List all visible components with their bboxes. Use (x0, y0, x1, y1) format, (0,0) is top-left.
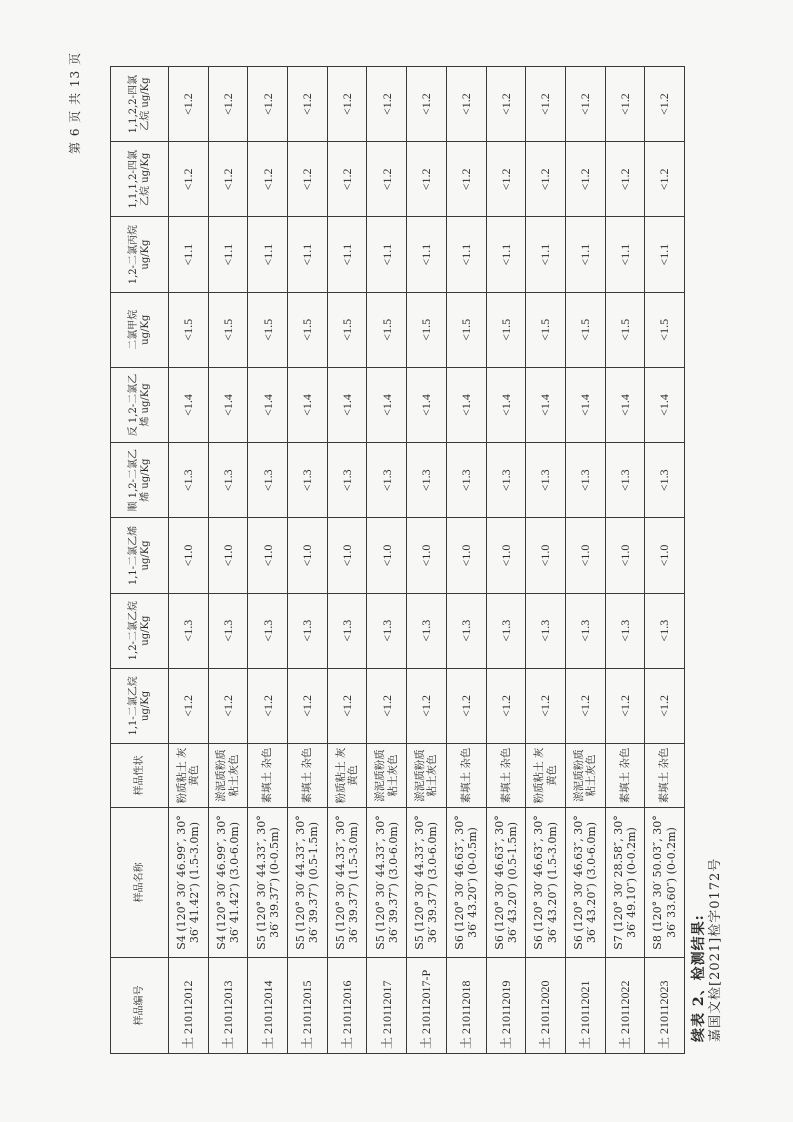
result-value-cell: <1.0 (327, 518, 367, 593)
results-table (110, 66, 685, 1054)
sample-id-cell: 土 210112013 (208, 958, 248, 1054)
result-value-cell: <1.0 (565, 518, 605, 593)
result-value-cell: <1.3 (288, 443, 328, 518)
result-value-cell: <1.3 (327, 593, 367, 668)
sample-id-cell: 土 210112017 (367, 958, 407, 1054)
result-value-cell: <1.5 (407, 292, 447, 367)
result-value-cell: <1.2 (565, 67, 605, 142)
sample-id-cell: 土 210112019 (486, 958, 526, 1054)
sample-id-cell: 土 210112020 (526, 958, 566, 1054)
result-value-cell: <1.2 (327, 67, 367, 142)
sample-name-cell: S8 (120° 30′ 50.03″, 30° 36′ 33.60″) (0-0.2m) (645, 808, 685, 958)
sample-trait-cell: 淤泥质粉质 粘土灰色 (208, 744, 248, 808)
result-value-cell: <1.4 (367, 367, 407, 442)
result-value-cell: <1.1 (327, 217, 367, 292)
result-value-cell: <1.2 (288, 67, 328, 142)
sample-trait-cell: 素填土 杂色 (288, 744, 328, 808)
result-value-cell: <1.2 (446, 142, 486, 217)
sample-name-cell: S5 (120° 30′ 44.33″, 30° 36′ 39.37″) (3.0-6.0m) (407, 808, 447, 958)
result-value-cell: <1.2 (248, 668, 288, 743)
sample-trait-cell: 淤泥质粉质 粘土灰色 (565, 744, 605, 808)
result-value-cell: <1.1 (446, 217, 486, 292)
sample-name-cell: S6 (120° 30′ 46.63″, 30° 36′ 43.20″) (1.5-3.0m) (526, 808, 566, 958)
sample-name-cell: S5 (120° 30′ 44.33″, 30° 36′ 39.37″) (0.5-1.5m) (288, 808, 328, 958)
result-value-cell: <1.3 (486, 593, 526, 668)
result-value-cell: <1.0 (407, 518, 447, 593)
result-value-cell: <1.3 (526, 593, 566, 668)
result-value-cell: <1.2 (645, 142, 685, 217)
result-value-cell: <1.3 (208, 593, 248, 668)
result-value-cell: <1.3 (327, 443, 367, 518)
sample-name-cell: S6 (120° 30′ 46.63″, 30° 36′ 43.20″) (0-0.5m) (446, 808, 486, 958)
result-value-cell: <1.2 (407, 142, 447, 217)
result-value-cell: <1.2 (486, 67, 526, 142)
table-row (645, 67, 685, 1054)
result-value-cell: <1.3 (446, 443, 486, 518)
table-row (446, 67, 486, 1054)
result-value-cell: <1.1 (605, 217, 645, 292)
result-value-cell: <1.3 (288, 593, 328, 668)
column-header: 1,1,1,2-四氯乙烷 ug/Kg (111, 142, 169, 217)
sample-trait-cell: 素填土 杂色 (248, 744, 288, 808)
result-value-cell: <1.2 (526, 142, 566, 217)
sample-id-cell: 土 210112016 (327, 958, 367, 1054)
sample-id-cell: 土 210112017-P (407, 958, 447, 1054)
result-value-cell: <1.5 (367, 292, 407, 367)
result-value-cell: <1.2 (446, 67, 486, 142)
sample-id-cell: 土 210112014 (248, 958, 288, 1054)
result-value-cell: <1.1 (407, 217, 447, 292)
table-caption: 续表 2、检测结果: (691, 914, 707, 1042)
result-value-cell: <1.2 (407, 668, 447, 743)
result-value-cell: <1.2 (288, 142, 328, 217)
sample-trait-cell: 粉质粘土 灰黄色 (169, 744, 209, 808)
result-value-cell: <1.3 (605, 443, 645, 518)
result-value-cell: <1.5 (645, 292, 685, 367)
result-value-cell: <1.4 (446, 367, 486, 442)
table-row (526, 67, 566, 1054)
result-value-cell: <1.2 (605, 668, 645, 743)
sample-name-cell: S5 (120° 30′ 44.33″, 30° 36′ 39.37″) (0-0.5m) (248, 808, 288, 958)
result-value-cell: <1.5 (486, 292, 526, 367)
column-header: 1,1-二氯乙烯 ug/Kg (111, 518, 169, 593)
result-value-cell: <1.2 (208, 142, 248, 217)
result-value-cell: <1.1 (169, 217, 209, 292)
sample-trait-cell: 淤泥质粉质 粘土灰色 (407, 744, 447, 808)
result-value-cell: <1.4 (288, 367, 328, 442)
sample-name-cell: S4 (120° 30′ 46.99″, 30° 36′ 41.42″) (3.0-6.0m) (208, 808, 248, 958)
result-value-cell: <1.0 (645, 518, 685, 593)
result-value-cell: <1.2 (486, 142, 526, 217)
result-value-cell: <1.3 (208, 443, 248, 518)
column-header: 1,2-二氯丙烷 ug/Kg (111, 217, 169, 292)
result-value-cell: <1.5 (526, 292, 566, 367)
result-value-cell: <1.4 (169, 367, 209, 442)
column-header: 二氯甲烷 ug/Kg (111, 292, 169, 367)
result-value-cell: <1.3 (645, 593, 685, 668)
result-value-cell: <1.0 (248, 518, 288, 593)
result-value-cell: <1.2 (446, 668, 486, 743)
sample-trait-cell: 素填土 杂色 (605, 744, 645, 808)
sample-trait-cell: 粉质粘土 灰黄色 (327, 744, 367, 808)
sample-name-cell: S7 (120° 30′ 28.58″, 30° 36′ 49.10″) (0-0.2m) (605, 808, 645, 958)
sample-id-cell: 土 210112015 (288, 958, 328, 1054)
result-value-cell: <1.2 (169, 142, 209, 217)
result-value-cell: <1.5 (169, 292, 209, 367)
result-value-cell: <1.0 (288, 518, 328, 593)
result-value-cell: <1.3 (565, 593, 605, 668)
sample-id-cell: 土 210112018 (446, 958, 486, 1054)
column-header: 样品名称 (111, 808, 169, 958)
result-value-cell: <1.2 (605, 142, 645, 217)
table-row (367, 67, 407, 1054)
result-value-cell: <1.2 (248, 142, 288, 217)
result-value-cell: <1.1 (248, 217, 288, 292)
result-value-cell: <1.1 (288, 217, 328, 292)
table-row (169, 67, 209, 1054)
result-value-cell: <1.4 (208, 367, 248, 442)
result-value-cell: <1.3 (169, 593, 209, 668)
table-header-row (111, 67, 169, 1054)
sample-name-cell: S5 (120° 30′ 44.33″, 30° 36′ 39.37″) (3.0-6.0m) (367, 808, 407, 958)
table-row (248, 67, 288, 1054)
table-row (288, 67, 328, 1054)
result-value-cell: <1.3 (446, 593, 486, 668)
result-value-cell: <1.3 (526, 443, 566, 518)
result-value-cell: <1.2 (208, 67, 248, 142)
result-value-cell: <1.5 (208, 292, 248, 367)
sample-trait-cell: 素填土 杂色 (486, 744, 526, 808)
sample-name-cell: S6 (120° 30′ 46.63″, 30° 36′ 43.20″) (0.5-1.5m) (486, 808, 526, 958)
result-value-cell: <1.4 (605, 367, 645, 442)
result-value-cell: <1.0 (208, 518, 248, 593)
table-row (605, 67, 645, 1054)
sample-name-cell: S6 (120° 30′ 46.63″, 30° 36′ 43.20″) (3.0-6.0m) (565, 808, 605, 958)
result-value-cell: <1.3 (565, 443, 605, 518)
result-value-cell: <1.2 (169, 67, 209, 142)
table-row (208, 67, 248, 1054)
result-value-cell: <1.3 (169, 443, 209, 518)
table-row (565, 67, 605, 1054)
result-value-cell: <1.5 (446, 292, 486, 367)
column-header: 顺 1,2-二氯乙烯 ug/Kg (111, 443, 169, 518)
result-value-cell: <1.1 (367, 217, 407, 292)
result-value-cell: <1.3 (486, 443, 526, 518)
column-header: 反 1,2-二氯乙烯 ug/Kg (111, 367, 169, 442)
result-value-cell: <1.0 (605, 518, 645, 593)
result-value-cell: <1.2 (486, 668, 526, 743)
result-value-cell: <1.3 (367, 593, 407, 668)
result-value-cell: <1.3 (407, 443, 447, 518)
table-row (327, 67, 367, 1054)
result-value-cell: <1.3 (367, 443, 407, 518)
result-value-cell: <1.2 (169, 668, 209, 743)
result-value-cell: <1.2 (645, 668, 685, 743)
result-value-cell: <1.5 (327, 292, 367, 367)
result-value-cell: <1.5 (565, 292, 605, 367)
result-value-cell: <1.2 (526, 668, 566, 743)
result-value-cell: <1.4 (565, 367, 605, 442)
result-value-cell: <1.3 (248, 593, 288, 668)
result-value-cell: <1.2 (367, 668, 407, 743)
result-value-cell: <1.2 (367, 142, 407, 217)
sample-id-cell: 土 210112012 (169, 958, 209, 1054)
sample-id-cell: 土 210112022 (605, 958, 645, 1054)
result-value-cell: <1.2 (327, 668, 367, 743)
document-number: 嘉国文检[2021]检字0172号 (708, 857, 723, 1042)
result-value-cell: <1.2 (645, 67, 685, 142)
result-value-cell: <1.2 (526, 67, 566, 142)
result-value-cell: <1.4 (645, 367, 685, 442)
sample-trait-cell: 素填土 杂色 (645, 744, 685, 808)
result-value-cell: <1.4 (526, 367, 566, 442)
result-value-cell: <1.3 (645, 443, 685, 518)
result-value-cell: <1.0 (526, 518, 566, 593)
result-value-cell: <1.5 (248, 292, 288, 367)
sample-name-cell: S4 (120° 30′ 46.99″, 30° 36′ 41.42″) (1.5-3.0m) (169, 808, 209, 958)
sample-name-cell: S5 (120° 30′ 44.33″, 30° 36′ 39.37″) (1.5-3.0m) (327, 808, 367, 958)
result-value-cell: <1.0 (169, 518, 209, 593)
result-value-cell: <1.1 (208, 217, 248, 292)
result-value-cell: <1.0 (486, 518, 526, 593)
result-value-cell: <1.2 (248, 67, 288, 142)
result-value-cell: <1.4 (327, 367, 367, 442)
column-header: 1,1,2,2-四氯乙烷 ug/Kg (111, 67, 169, 142)
result-value-cell: <1.3 (248, 443, 288, 518)
result-value-cell: <1.1 (565, 217, 605, 292)
result-value-cell: <1.1 (526, 217, 566, 292)
result-value-cell: <1.2 (565, 142, 605, 217)
sample-id-cell: 土 210112023 (645, 958, 685, 1054)
sample-trait-cell: 粉质粘土 灰黄色 (526, 744, 566, 808)
result-value-cell: <1.2 (565, 668, 605, 743)
sample-trait-cell: 淤泥质粉质 粘土灰色 (367, 744, 407, 808)
result-value-cell: <1.5 (605, 292, 645, 367)
column-header: 样品编号 (111, 958, 169, 1054)
result-value-cell: <1.0 (446, 518, 486, 593)
sample-id-cell: 土 210112021 (565, 958, 605, 1054)
column-header: 1,2-二氯乙烷 ug/Kg (111, 593, 169, 668)
table-row (486, 67, 526, 1054)
result-value-cell: <1.5 (288, 292, 328, 367)
table-row (407, 67, 447, 1054)
result-value-cell: <1.4 (486, 367, 526, 442)
page-number: 第 6 页 共 13 页 (68, 52, 82, 154)
result-value-cell: <1.4 (248, 367, 288, 442)
result-value-cell: <1.0 (367, 518, 407, 593)
result-value-cell: <1.1 (645, 217, 685, 292)
column-header: 1,1-二氯乙烷 ug/Kg (111, 668, 169, 743)
result-value-cell: <1.2 (605, 67, 645, 142)
column-header: 样品性状 (111, 744, 169, 808)
sample-trait-cell: 素填土 杂色 (446, 744, 486, 808)
result-value-cell: <1.2 (288, 668, 328, 743)
result-value-cell: <1.2 (208, 668, 248, 743)
result-value-cell: <1.2 (407, 67, 447, 142)
result-value-cell: <1.2 (327, 142, 367, 217)
results-table-body (169, 67, 685, 1054)
result-value-cell: <1.4 (407, 367, 447, 442)
result-value-cell: <1.3 (605, 593, 645, 668)
result-value-cell: <1.3 (407, 593, 447, 668)
result-value-cell: <1.2 (367, 67, 407, 142)
result-value-cell: <1.1 (486, 217, 526, 292)
